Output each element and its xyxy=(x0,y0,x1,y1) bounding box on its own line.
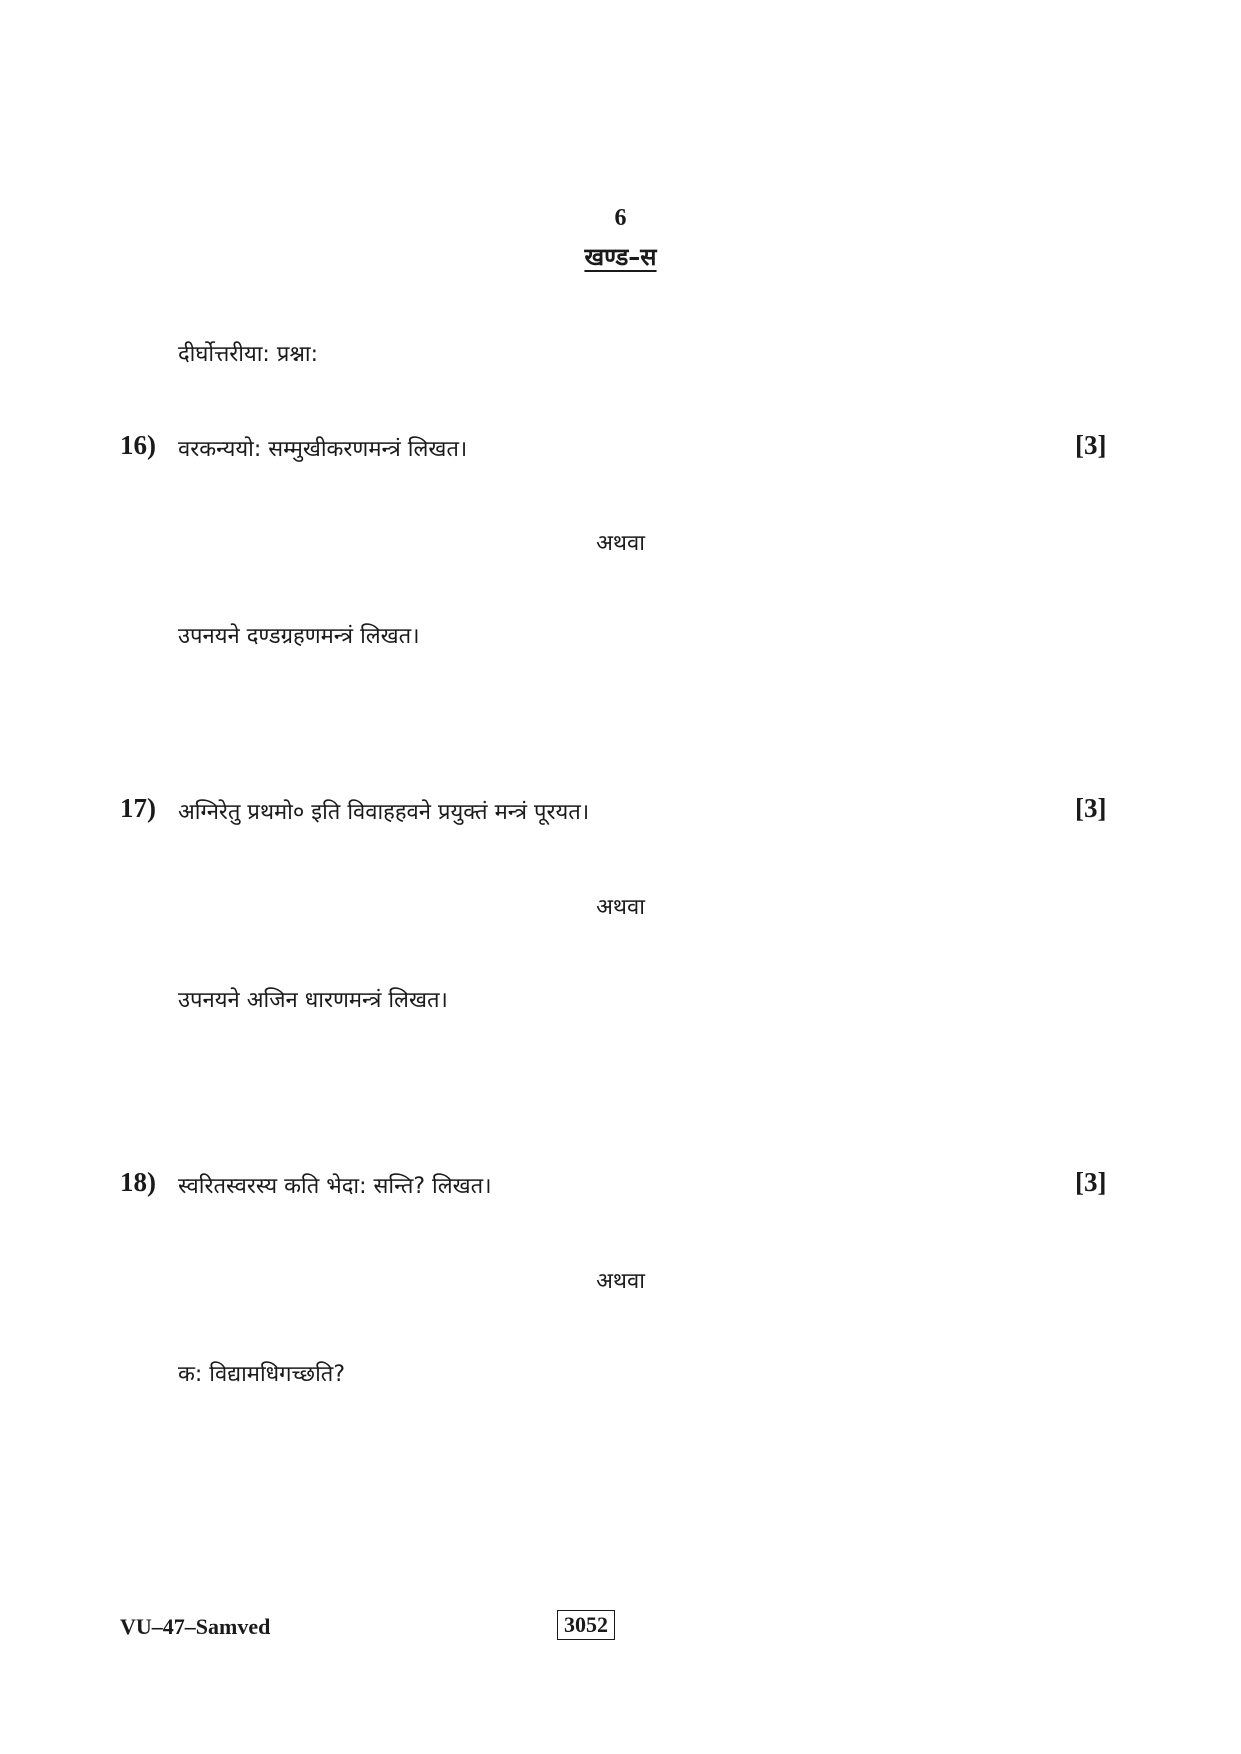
question-16-or-label: अथवा xyxy=(596,531,645,556)
question-18-number: 18) xyxy=(120,1167,156,1197)
question-18-text: स्वरितस्वरस्य कति भेदा: सन्ति? लिखत। xyxy=(178,1174,492,1199)
instruction-text: दीर्घोत्तरीया: प्रश्ना: xyxy=(178,342,319,367)
question-17-or-label: अथवा xyxy=(596,895,645,920)
page-number: 6 xyxy=(614,205,627,231)
question-17-alternative: उपनयने अजिन धारणमन्त्रं लिखत। xyxy=(178,988,448,1013)
question-17-number: 17) xyxy=(120,793,156,823)
section-title: खण्ड–स xyxy=(584,243,657,271)
question-18-or-label: अथवा xyxy=(596,1269,645,1294)
footer-paper-code: VU–47–Samved xyxy=(120,1614,271,1639)
question-18-alternative: क: विद्यामधिगच्छति? xyxy=(178,1362,345,1387)
question-16-text: वरकन्ययो: सम्मुखीकरणमन्त्रं लिखत। xyxy=(178,437,468,462)
question-18-marks: [3] xyxy=(1075,1167,1107,1197)
question-16-marks: [3] xyxy=(1075,430,1107,460)
question-16-number: 16) xyxy=(120,430,156,460)
question-17-marks: [3] xyxy=(1075,793,1107,823)
footer-box-code: 3052 xyxy=(557,1610,615,1640)
question-16-alternative: उपनयने दण्डग्रहणमन्त्रं लिखत। xyxy=(178,624,420,649)
question-17-text: अग्निरेतु प्रथमो० इति विवाहहवने प्रयुक्तं मन्त्रं पूरयत। xyxy=(178,800,590,825)
